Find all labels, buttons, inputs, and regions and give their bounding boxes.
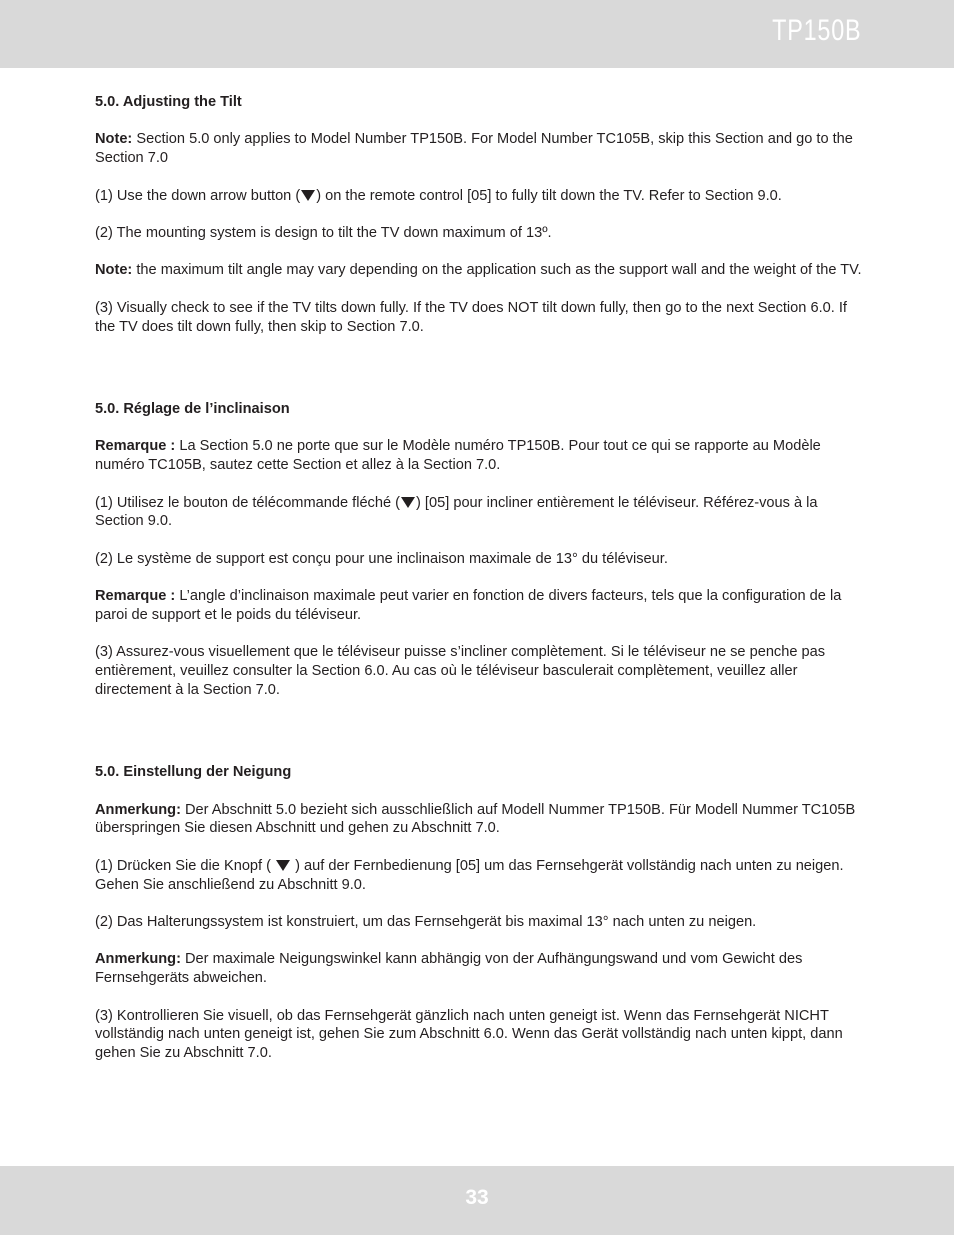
note-paragraph: [95, 950, 863, 988]
step-1: [95, 494, 863, 532]
note-paragraph: [95, 437, 863, 475]
note-text: L’angle d’inclinaison maximale peut varier en fonction de divers facteurs, tels que la configuration de la paroi de support et le poids du téléviseur.: [95, 588, 842, 623]
page-number: 33: [465, 1186, 489, 1209]
section-title: 5.0. Einstellung der Neigung: [95, 764, 292, 781]
section-german: [95, 763, 863, 1063]
note-paragraph: [95, 130, 863, 168]
step-1-pre: (1) Utilisez le bouton de télécommande fléché (: [95, 494, 401, 511]
step-1-post: ) [05] pour incliner entièrement le téléviseur. Référez-vous à la Section 9.0.: [95, 494, 818, 530]
section-title: 5.0. Adjusting the Tilt: [95, 94, 242, 110]
section-french: [95, 400, 863, 700]
step-1-post: ) auf der Fernbedienung [05] um das Fernsehgerät vollständig nach unten zu neigen. Gehen Sie anschließend zu Abschnitt 9.0.: [95, 857, 844, 893]
step-3: (3) Assurez-vous visuellement que le téléviseur puisse s’incliner complètement. Si le téléviseur ne se penche pas entièrement, veuillez consulter la Section 6.0. Au cas où le téléviseur basculerait complètement, veuillez aller directement à la Section 7.0.: [95, 644, 826, 698]
note-label: Note:: [95, 131, 133, 148]
note-text: La Section 5.0 ne porte que sur le Modèle numéro TP150B. Pour tout ce qui se rapporte au Modèle numéro TC105B, sautez cette Section et allez à la Section 7.0.: [95, 438, 821, 474]
step-2: (2) The mounting system is design to tilt the TV down maximum of 13º.: [95, 224, 552, 241]
page-content: [95, 93, 863, 1082]
section-gap: [95, 355, 863, 400]
note-paragraph: [95, 801, 863, 839]
note-paragraph: [95, 261, 863, 280]
step-1: [95, 857, 863, 895]
note-label: Anmerkung:: [95, 951, 181, 968]
page-footer: [0, 1166, 954, 1235]
step-1-pre: (1) Use the down arrow button (: [95, 187, 301, 204]
step-2: (2) Le système de support est conçu pour une inclinaison maximale de 13° du téléviseur.: [95, 550, 668, 567]
step-1-pre: (1) Drücken Sie die Knopf (: [95, 857, 276, 874]
section-gap: [95, 718, 863, 763]
note-label: Anmerkung:: [95, 801, 181, 818]
step-1-post: ) on the remote control [05] to fully tilt down the TV. Refer to Section 9.0.: [316, 187, 782, 204]
section-title: 5.0. Réglage de l’inclinaison: [95, 400, 290, 417]
down-arrow-icon: [301, 190, 315, 201]
note-paragraph: [95, 587, 863, 625]
down-arrow-icon: [401, 497, 415, 508]
down-arrow-icon: [276, 860, 290, 871]
note-label: Note:: [95, 262, 133, 279]
step-3: (3) Kontrollieren Sie visuell, ob das Fernsehgerät gänzlich nach unten geneigt ist. Wenn das Fernsehgerät NICHT vollständig nach unten geneigt ist, gehen Sie zum Abschnitt 6.0. Wenn das Gerät vollständig nach unten kippt, dann gehen Sie zu Abschnitt 7.0.: [95, 1007, 843, 1062]
step-3: (3) Visually check to see if the TV tilts down fully. If the TV does NOT tilt down fully, then go to the next Section 6.0. If the TV does tilt down fully, then skip to Section 7.0.: [95, 299, 847, 335]
note-label: Remarque :: [95, 438, 176, 455]
note-label: Remarque :: [95, 588, 176, 605]
note-text: Der maximale Neigungswinkel kann abhängig von der Aufhängungswand und vom Gewicht des Fernsehgeräts abweichen.: [95, 951, 803, 987]
note-text: Der Abschnitt 5.0 bezieht sich ausschließlich auf Modell Nummer TP150B. Für Modell Nummer TC105B überspringen Sie diesen Abschnitt und gehen zu Abschnitt 7.0.: [95, 801, 856, 837]
note-text: the maximum tilt angle may vary depending on the application such as the support wall and the weight of the TV.: [132, 262, 862, 279]
model-title: TP150B: [771, 14, 861, 47]
note-text: Section 5.0 only applies to Model Number TP150B. For Model Number TC105B, skip this Section and go to the Section 7.0: [95, 131, 853, 167]
step-1: [95, 187, 863, 206]
section-english: [95, 93, 863, 336]
step-2: (2) Das Halterungssystem ist konstruiert, um das Fernsehgerät bis maximal 13° nach unten zu neigen.: [95, 914, 757, 931]
page-header: [0, 0, 954, 68]
